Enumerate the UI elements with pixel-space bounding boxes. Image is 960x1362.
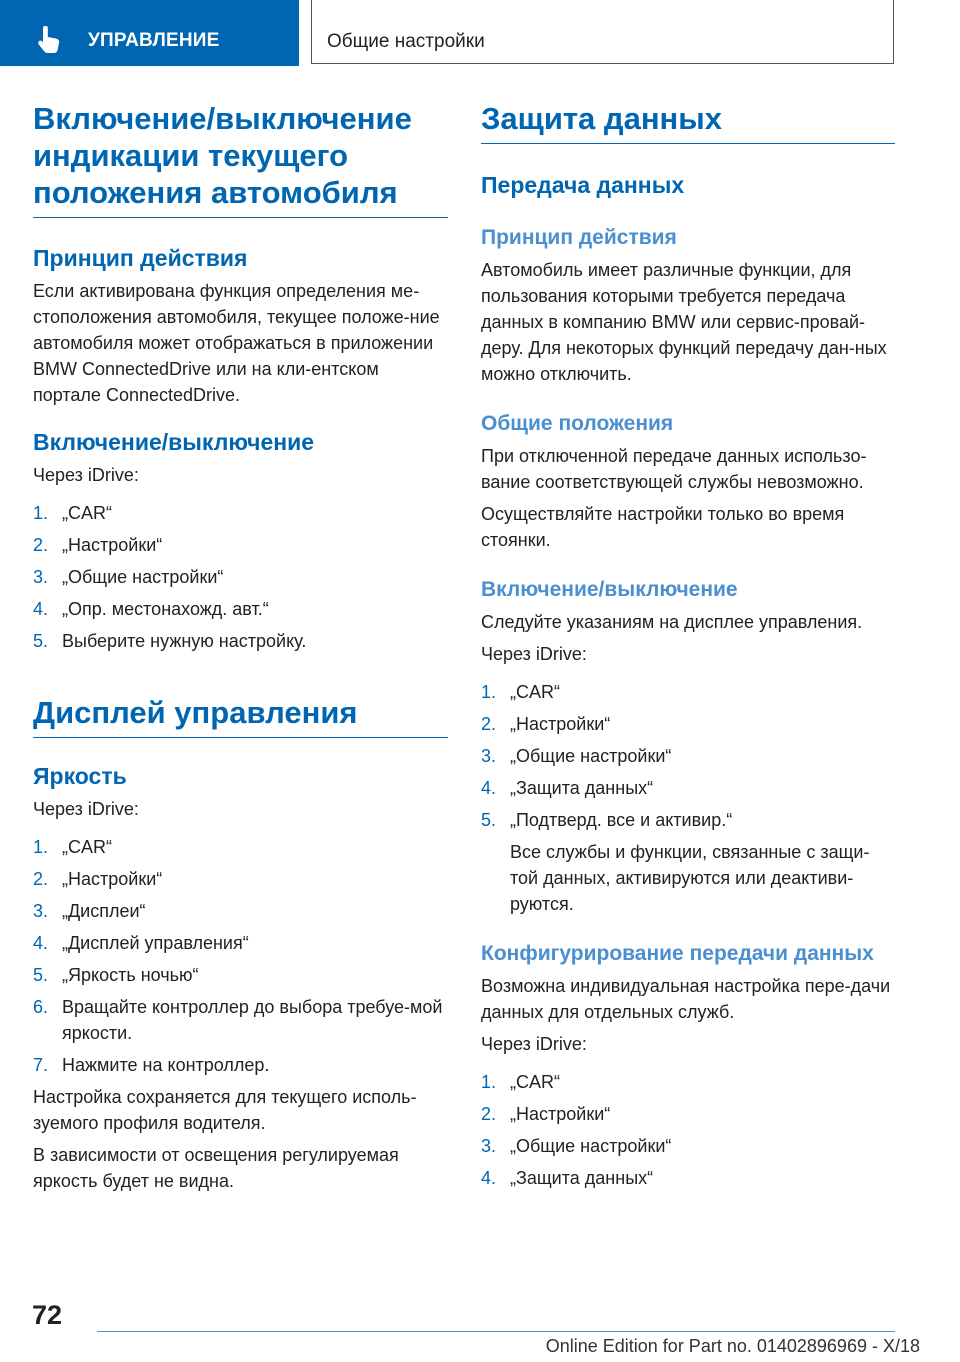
paragraph-config-transfer: Возможна индивидуальная настройка пере-дачи данных для отдельных служб.: [481, 976, 891, 1022]
left-column: [33, 100, 448, 1194]
paragraph-profile-note: Настройка сохраняется для текущего исполь-зуемого профиля водителя.: [33, 1087, 417, 1133]
steps-location: [33, 500, 448, 654]
heading-principle: Принцип действия: [481, 226, 677, 249]
list-item: 4. „Опр. местонахожд. авт.“: [33, 599, 269, 619]
edition-note: Online Edition for Part no. 01402896969 - X/18: [545, 1336, 920, 1356]
chapter-title: УПРАВЛЕНИЕ: [88, 30, 220, 51]
step-5-explanation: Все службы и функции, связанные с защи-той данных, активируются или деактиви-руются.: [510, 842, 870, 914]
list-item: 1. „CAR“: [33, 837, 112, 857]
page-number: 72: [32, 1300, 63, 1330]
list-item: 3. „Дисплеи“: [33, 901, 146, 921]
heading-data-protection: Защита данных: [481, 100, 895, 144]
list-item: 1. „CAR“: [481, 1072, 560, 1092]
hand-pointer-icon: [36, 26, 62, 54]
heading-data-transfer: Передача данных: [481, 172, 685, 198]
paragraph-follow-display: Следуйте указаниям на дисплее управления.: [481, 612, 863, 632]
steps-data-protection: [481, 679, 895, 833]
list-item: 4. „Дисплей управления“: [33, 933, 249, 953]
paragraph-via-idrive: Через iDrive:: [481, 1034, 587, 1054]
section-tab: [311, 0, 894, 64]
heading-general: Общие положения: [481, 412, 674, 435]
heading-principle: Принцип действия: [33, 245, 248, 271]
list-item: 2. „Настройки“: [33, 869, 163, 889]
list-item: 5. „Яркость ночью“: [33, 965, 199, 985]
list-item: 1. „CAR“: [481, 682, 560, 702]
list-item: 6. Вращайте контроллер до выбора требуе-мой яркости.: [33, 997, 443, 1043]
paragraph-via-idrive: Через iDrive:: [33, 799, 139, 819]
paragraph-general: При отключенной передаче данных использо-вание соответствующей службы невозможно.: [481, 446, 867, 492]
list-item: 4. „Защита данных“: [481, 778, 654, 798]
paragraph-principle: Автомобиль имеет различные функции, для пользования которыми требуется передача данных в компанию BMW или сервис-провай-деру. Для некоторых функций передачу дан-ных можно отключить.: [481, 260, 887, 384]
heading-brightness: Яркость: [33, 763, 127, 789]
list-item: 1. „CAR“: [33, 503, 112, 523]
list-item: 4. „Защита данных“: [481, 1168, 654, 1188]
list-item: 2. „Настройки“: [481, 714, 611, 734]
list-item: 2. „Настройки“: [481, 1104, 611, 1124]
list-item: 7. Нажмите на контроллер.: [33, 1055, 270, 1075]
steps-brightness: [33, 834, 448, 1078]
heading-on-off: Включение/выключение: [33, 429, 315, 455]
list-item: 3. „Общие настройки“: [481, 746, 672, 766]
list-item: 2. „Настройки“: [33, 535, 163, 555]
paragraph-via-idrive: Через iDrive:: [481, 644, 587, 664]
footer-divider: [97, 1331, 895, 1332]
chapter-tab[interactable]: [0, 0, 299, 66]
list-item: 3. „Общие настройки“: [33, 567, 224, 587]
heading-on-off: Включение/выключение: [481, 578, 738, 601]
heading-control-display: Дисплей управления: [33, 694, 448, 738]
right-column: [481, 100, 895, 1191]
list-item: 5. „Подтверд. все и активир.“: [481, 810, 733, 830]
paragraph-lighting-note: В зависимости от освещения регулируемая яркость будет не видна.: [33, 1145, 399, 1191]
paragraph-parking-note: Осуществляйте настройки только во время стоянки.: [481, 504, 845, 550]
page-header: [0, 0, 960, 66]
list-item: 3. „Общие настройки“: [481, 1136, 672, 1156]
paragraph-principle: Если активирована функция определения ме-стоположения автомобиля, текущее положе-ние автомобиля может отображаться в приложении BMW ConnectedDrive или на кли-ентском портале ConnectedDrive.: [33, 281, 440, 405]
list-item: 5. Выберите нужную настройку.: [33, 631, 307, 651]
paragraph-via-idrive: Через iDrive:: [33, 465, 139, 485]
heading-config-transfer: Конфигурирование передачи данных: [481, 942, 874, 965]
steps-config-transfer: [481, 1069, 895, 1191]
section-title: Общие настройки: [327, 31, 485, 52]
heading-location-display: Включение/выключение индикации текущего положения автомобиля: [33, 100, 448, 218]
